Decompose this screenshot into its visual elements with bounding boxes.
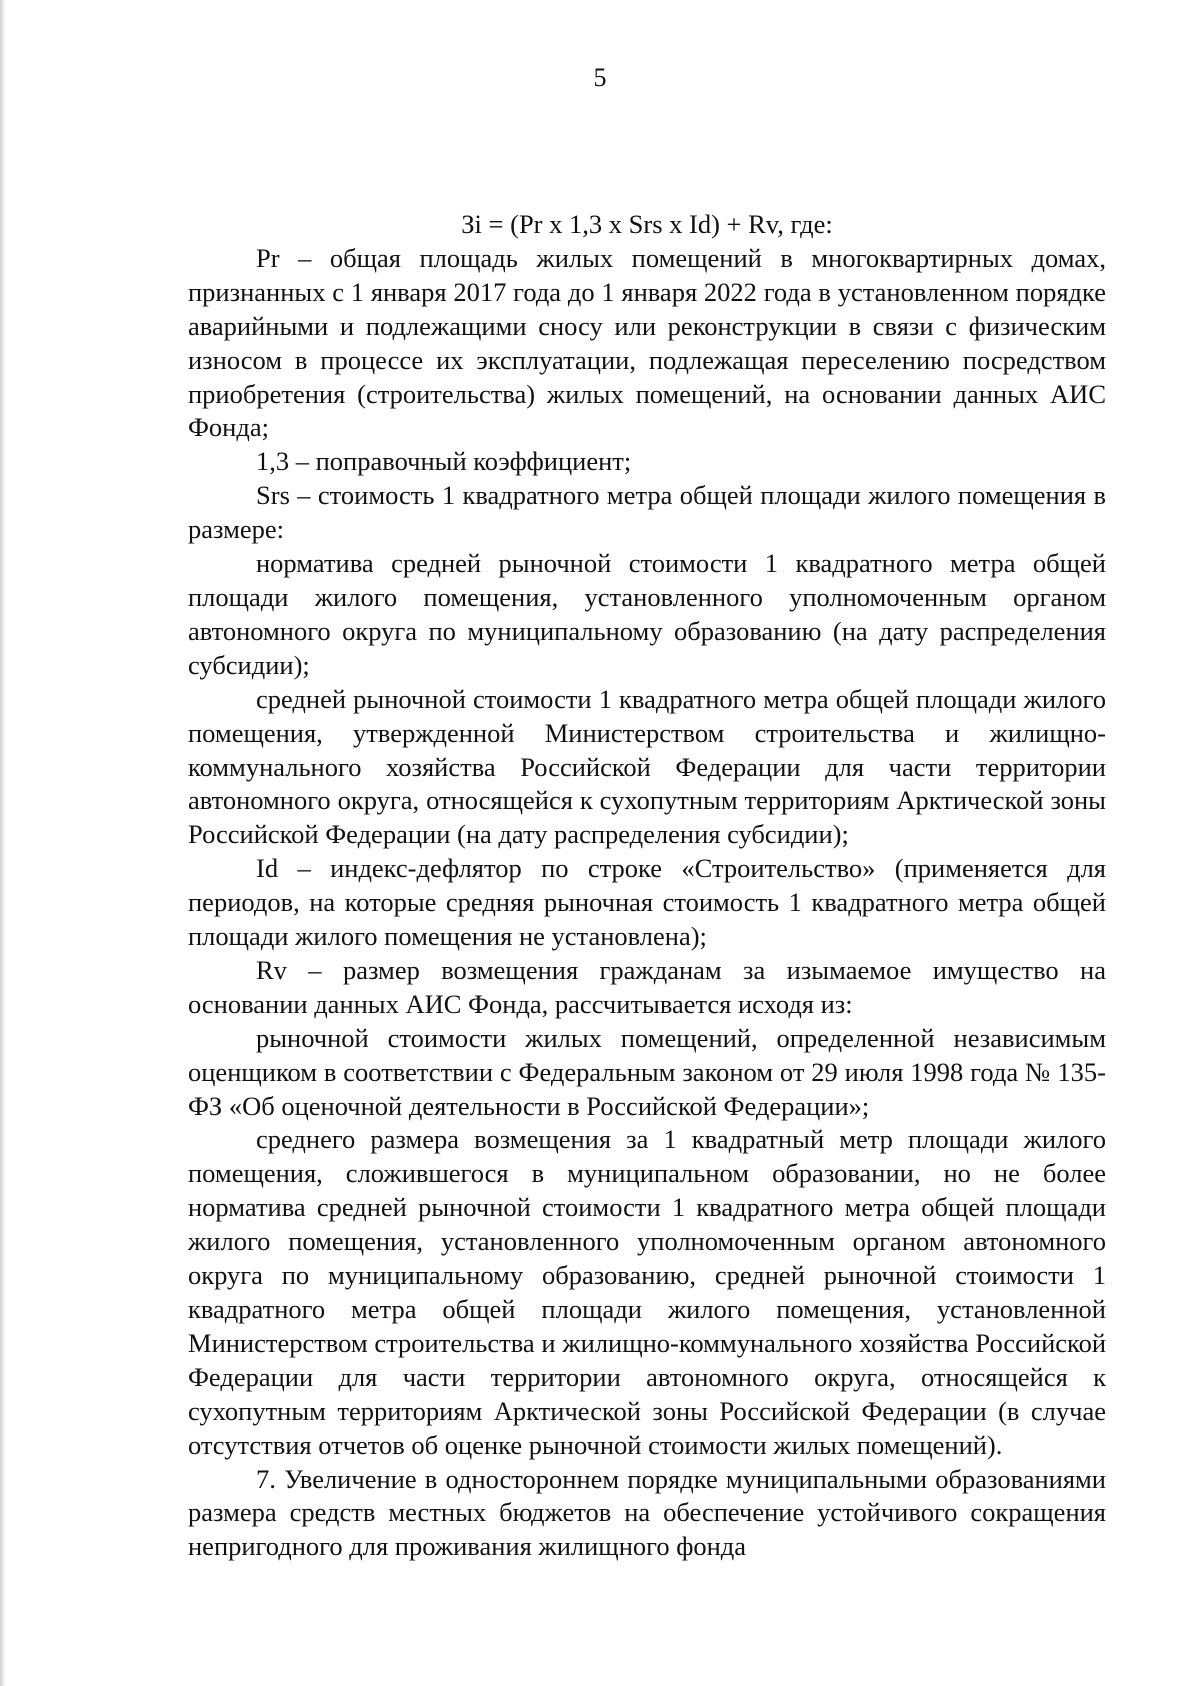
paragraph-rv-definition: Rv – размер возмещения гражданам за изымаемое имущество на основании данных АИС Фонда, рассчитывается исходя из: [188, 954, 1106, 1019]
document-body [188, 208, 1106, 1564]
paragraph-srs-definition: Srs – стоимость 1 квадратного метра общей площади жилого помещения в размере: [188, 480, 1106, 545]
paragraph-pr-definition: Pr – общая площадь жилых помещений в многоквартирных домах, признанных с 1 января 2017 года до 1 января 2022 года в установленном порядке аварийными и подлежащими сносу или реконструкции в связи с физическим износом в процессе их эксплуатации, подлежащая переселению посредством приобретения (строительства) жилых помещений, на основании данных АИС Фонда; [188, 242, 1106, 443]
paragraph-item-7: 7. Увеличение в одностороннем порядке муниципальными образованиями размера средств местных бюджетов на обеспечение устойчивого сокращения непригодного для проживания жилищного фонда [188, 1463, 1106, 1562]
paragraph-srs-norm: норматива средней рыночной стоимости 1 квадратного метра общей площади жилого помещения, установленного уполномоченным органом автономного округа по муниципальному образованию (на дату распределения субсидии); [188, 548, 1106, 680]
paragraph-srs-arctic: средней рыночной стоимости 1 квадратного метра общей площади жилого помещения, утвержденной Министерством строительства и жилищно-коммунального хозяйства Российской Федерации для части территории автономного округа, относящейся к сухопутным территориям Арктической зоны Российской Федерации (на дату распределения субсидии); [188, 683, 1106, 850]
paragraph-id-definition: Id – индекс-дефлятор по строке «Строительство» (применяется для периодов, на которые средняя рыночная стоимость 1 квадратного метра общей площади жилого помещения не установлена); [188, 853, 1106, 952]
paragraph-rv-market-value: рыночной стоимости жилых помещений, определенной независимым оценщиком в соответствии с Федеральным законом от 29 июля 1998 года № 135-ФЗ «Об оценочной деятельности в Российской Федерации»; [188, 1022, 1106, 1121]
page-number: 5 [593, 63, 607, 92]
formula-line: Зi = (Pr х 1,3 х Srs х Id) + Rv, где: [461, 209, 833, 239]
paragraph-rv-average: среднего размера возмещения за 1 квадратный метр площади жилого помещения, сложившегося в муниципальном образовании, но не более норматива средней рыночной стоимости 1 квадратного метра общей площади жилого помещения, установленного уполномоченным органом автономного округа по муниципальному образованию, средней рыночной стоимости 1 квадратного метра общей площади жилого помещения, установленной Министерством строительства и жилищно-коммунального хозяйства Российской Федерации для части территории автономного округа, относящейся к сухопутным территориям Арктической зоны Российской Федерации (в случае отсутствия отчетов об оценке рыночной стоимости жилых помещений). [188, 1124, 1106, 1460]
scan-edge [0, 0, 6, 1686]
paragraph-coefficient: 1,3 – поправочный коэффициент; [256, 446, 632, 477]
